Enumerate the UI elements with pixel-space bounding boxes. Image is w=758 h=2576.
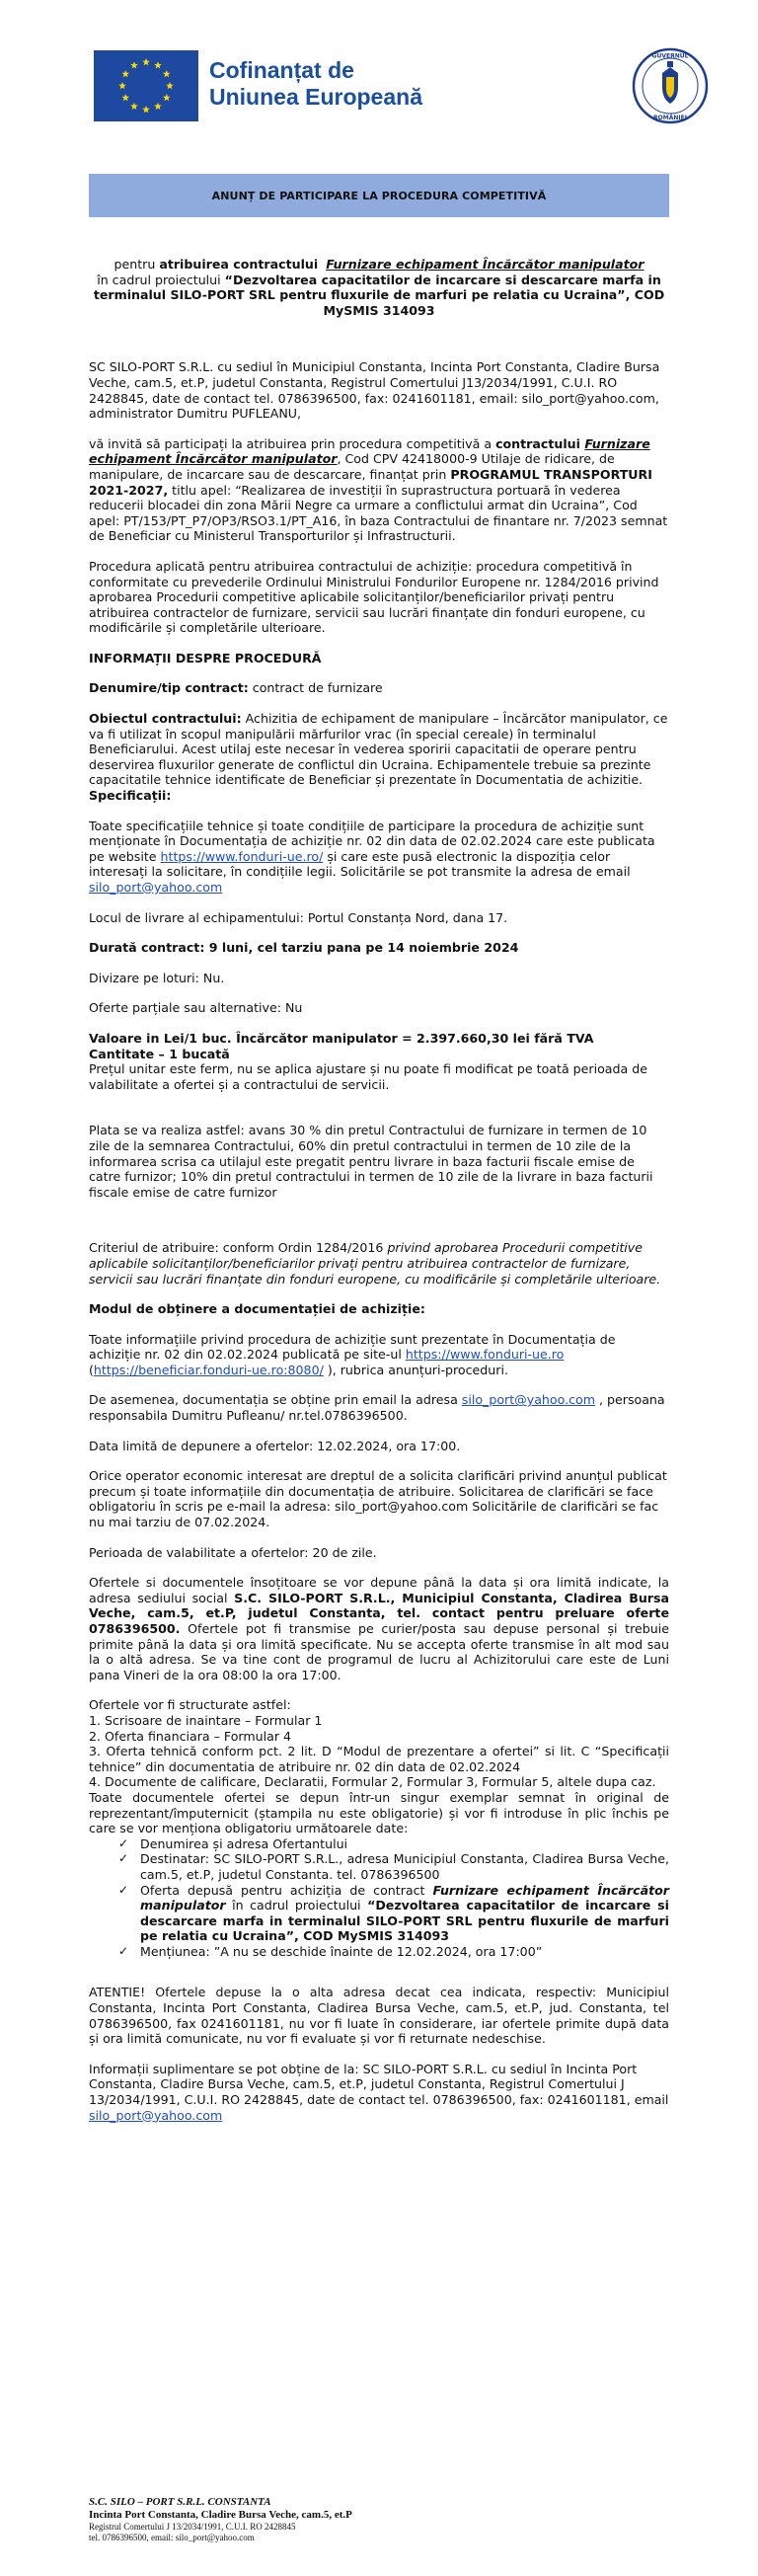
object-paragraph xyxy=(89,711,669,788)
checklist-item-2-text: Destinatar: SC SILO-PORT S.R.L., adresa Municipiul Constanta, Cladirea Bursa Veche, cam.5, et.P, judetul Constanta. tel. 0786396500 xyxy=(140,1851,669,1882)
checkmark-icon: ✓ xyxy=(118,1851,129,1866)
validity-paragraph: Perioada de valabilitate a ofertelor: 20 de zile. xyxy=(89,1544,377,1560)
extra-email-link[interactable]: silo_port@yahoo.com xyxy=(89,2107,223,2123)
checklist-item-3d: “Dezvoltarea capacitatilor de incarcare si descarcare marfa in terminalul SILO-PORT SRL pentru fluxurile de marfuri pe relatia cu Ucraina”, COD MySMIS 314093 xyxy=(140,1898,669,1944)
checklist-item-4-text: Mențiunea: ”A nu se deschide înainte de 12.02.2024, ora 17:00” xyxy=(140,1943,543,1959)
warning-paragraph: ATENTIE! Ofertele depuse la o alta adresa decat cea indicata, respectiv: Municipiul Constanta, Incinta Port Constanta, Cladirea Bursa Veche, cam.5, et.P, jud. Constanta, tel 0786396500, fax 0241601181, nu vor fi luate în considerare, iar ofertele primite după data și ora limită comunicate, nu vor fi evaluate și vor fi returnate nedeschise. xyxy=(89,1985,669,2047)
extra-info-paragraph xyxy=(89,2062,669,2123)
spec-label-text: Specificații: xyxy=(89,788,172,804)
email-contact-paragraph xyxy=(89,1392,669,1423)
docs-paragraph: Toate informațiile privind procedura de achiziție sunt prezentate în Documentația de achiziție nr. 02 din 02.02.2024 publicată pe site-ul https://www.fonduri-ue.ro (https://beneficiar.fonduri-ue.ro:8080/ ), rubrica anunțuri-proceduri. xyxy=(89,1331,616,1377)
criteria-b: privind aprobarea Procedurii competitive aplicabile solicitanților/beneficiarilor privați pentru atribuirea contractelor de furnizare, servicii sau lucrări finanțate din fonduri europene, cu modificările și completările ulterioare. xyxy=(89,1240,661,1287)
info-heading xyxy=(89,651,669,666)
value-line3: Prețul unitar este ferm, nu se aplica ajustare și nu poate fi modificat pe toată perioada de valabilitate a ofertei și a contractului de servicii. xyxy=(89,1061,647,1092)
procedure-paragraph: Procedura aplicată pentru atribuirea contractului de achiziție: procedura competitivă în conformitate cu prevederile Ordinului Ministrului Fondurilor Europene nr. 1284/2016 privind aprobarea Procedurii competitive aplicabile solicitanților/beneficiarilor privați pentru atribuirea contractelor de furnizare, servicii sau lucrări finanțate din fonduri europene, cu modificările și completările ulterioare. xyxy=(89,558,659,636)
government-of-romania-crest-icon xyxy=(632,47,709,124)
docs-b: ), rubrica anunțuri-proceduri. xyxy=(323,1362,508,1377)
docs-email-link[interactable]: silo_port@yahoo.com xyxy=(461,1392,596,1408)
structure-item-2: 2. Oferta financiara – Formular 4 xyxy=(89,1728,292,1744)
structure-item-1: 1. Scrisoare de inaintare – Formular 1 xyxy=(89,1712,323,1728)
checkmark-icon: ✓ xyxy=(118,1835,129,1850)
invitation-p3: titlu apel: “Realizarea de investiții în suprastructura portuară în vederea reducerii blocadei din zona Mării Negre ca urmare a conflictului armat din Ucraina”, Cod apel: PT/153/PT_P7/OP3/RSO3.1/PT_A16, în baza Contractului de finantare nr. 7/2023 semnat de Beneficiar cu Ministerul Transporturilor și Infrastructurii. xyxy=(89,482,668,544)
banner-title: ANUNȚ DE PARTICIPARE LA PROCEDURA COMPETITIVĂ xyxy=(211,189,547,202)
document-body xyxy=(89,257,669,2138)
checklist-item-4 xyxy=(118,1944,669,1960)
checklist-item-3c: în cadrul proiectului xyxy=(225,1898,368,1913)
spec-paragraph xyxy=(89,819,669,896)
email-contact-a: De asemenea, documentația se obține prin email la adresa xyxy=(89,1392,462,1408)
structure-envelope: Toate documentele ofertei se depun într-un singur exemplar semnat în original de reprezentant/împuternicit (ștampila nu este obligatorie) și vor fi introduse în plic închis pe care se vor menționa obligatoriu următoarele date: xyxy=(89,1789,669,1836)
lots-paragraph: Divizare pe loturi: Nu. xyxy=(89,970,225,985)
checklist-item-3 xyxy=(118,1883,669,1944)
docs-a: Toate informațiile privind procedura de achiziție sunt prezentate în Documentația de achiziție nr. 02 din 02.02.2024 publicată pe site-ul xyxy=(89,1331,616,1363)
duration-paragraph xyxy=(89,940,669,956)
structure-block xyxy=(89,1697,669,1835)
clarifications-paragraph: Orice operator economic interesat are dreptul de a solicita clarificări privind anunțul publicat precum și toate informațiile din documentația de atribuire. Solicitarea de clarificări se face obligatoriu în scris pe e-mail la adresa: silo_port@yahoo.com Solicitările de clarificări se fac nu mai tarziu de 07.02.2024. xyxy=(89,1468,667,1530)
structure-item-3: 3. Oferta tehnică conform pct. 2 lit. D “Modul de prezentare a ofertei” si lit. C “Specificații tehnice” din documentatia de atribuire nr. 02 din data de 02.02.2024 xyxy=(89,1744,669,1774)
structure-intro: Ofertele vor fi structurate astfel: xyxy=(89,1697,291,1713)
payment-paragraph: Plata se va realiza astfel: avans 30 % din pretul Contractului de furnizare in termen de 10 zile de la semnarea Contractului, 60% din pretul contractului in termen de 10 zile de la informarea scrisa ca utilajul este pregatit pentru livrare in baza facturii fiscale emise de catre furnizor; 10% din pretul contractului in termen de 10 zile de la livrare in baza facturii fiscale emise de catre furnizor xyxy=(89,1123,653,1200)
beneficiar-link[interactable]: https://beneficiar.fonduri-ue.ro:8080/ xyxy=(93,1362,324,1377)
extra-a: Informații suplimentare se pot obține de la: SC SILO-PORT S.R.L. cu sediul în Incinta Port Constanta, Cladire Bursa Veche, cam.5, et.P, judetul Constanta, Registrul Comertului J 13/2034/1991, C.U.I. RO 2428845, date de contact tel. 0786396500, fax: 0241601181, email xyxy=(89,2061,669,2108)
value-line1: Valoare in Lei/1 buc. Încărcător manipulator = 2.397.660,30 lei fără TVA xyxy=(89,1030,594,1046)
eu-line-2: Uniunea Europeană xyxy=(209,84,422,110)
object-label: Obiectul contractului: xyxy=(89,711,242,727)
docs-heading-text: Modul de obținere a documentației de achiziție: xyxy=(89,1301,425,1317)
submission-a: Ofertele si documentele însoțitoare se vor depune până la data și ora limită indicate, la adresa sediului social xyxy=(89,1575,669,1605)
footer xyxy=(89,2496,681,2543)
value-paragraph xyxy=(89,1031,669,1092)
submission-address: S.C. SILO-PORT S.R.L., Municipiul Constanta, Cladirea Bursa Veche, cam.5, et.P, judetul Constanta, tel. contact pentru preluare oferte 0786396500. xyxy=(89,1590,669,1636)
fonduri-link[interactable]: https://www.fonduri-ue.ro/ xyxy=(160,848,324,864)
eu-cofinanced-text xyxy=(209,57,422,111)
footer-contact: tel. 0786396500, email: silo_port@yahoo.com xyxy=(89,2533,255,2542)
checklist-item-1 xyxy=(118,1836,669,1852)
deadline-paragraph: Data limită de depunere a ofertelor: 12.02.2024, ora 17:00. xyxy=(89,1438,461,1453)
spec-label xyxy=(89,788,669,804)
intro-atribuire: atribuirea contractului xyxy=(159,257,319,272)
fonduri-site-link[interactable]: https://www.fonduri-ue.ro xyxy=(405,1347,565,1363)
criteria-a: Criteriul de atribuire: conform Ordin 1284/2016 xyxy=(89,1240,388,1256)
email-contact-b: , persoana responsabila Dumitru Pufleanu/ nr.tel.0786396500. xyxy=(89,1392,665,1424)
checklist-item-2 xyxy=(118,1851,669,1882)
duration-text: Durată contract: 9 luni, cel tarziu pana pe 14 noiembrie 2024 xyxy=(89,940,519,956)
invitation-p1: vă invită să participați la atribuirea prin procedura competitivă a xyxy=(89,435,496,451)
gov-crest-top-text: GUVERNUL xyxy=(651,52,689,60)
footer-registry: Registrul Comertului J 13/2034/1991, C.U.I. RO 2428845 xyxy=(89,2522,296,2532)
invitation-p1b: contractului xyxy=(495,435,585,451)
spec-b: și care este pusă electronic la dispoziția celor interesați la solicitare, în condițiile legii. Solicitările se pot transmite la adresa de email xyxy=(89,848,631,880)
checklist-item-3a: Oferta depusă pentru achiziția de contract xyxy=(140,1882,433,1898)
checkmark-icon: ✓ xyxy=(118,1943,129,1958)
company-paragraph: SC SILO-PORT S.R.L. cu sediul în Municipiul Constanta, Incinta Port Constanta, Cladire Bursa Veche, cam.5, et.P, judetul Constanta, Registrul Comertului J13/2034/1991, C.U.I. RO 2428845, date de contact tel. 0786396500, fax: 0241601181, email: silo_port@yahoo.com, administrator Dumitru PUFLEANU, xyxy=(89,359,660,422)
announcement-banner xyxy=(89,174,669,217)
contract-type xyxy=(89,680,669,696)
structure-item-4: 4. Documente de calificare, Declaratii, Formular 2, Formular 3, Formular 5, altele dupa caz. xyxy=(89,1774,656,1790)
checklist-item-3b: Furnizare echipament Încărcător manipulator xyxy=(140,1882,669,1913)
checkmark-icon: ✓ xyxy=(118,1882,129,1897)
invitation-p2: , Cod CPV 42418000-9 Utilaje de ridicare, de manipulare, de incarcare sau de descarcare, finanțat prin xyxy=(89,451,615,482)
intro-line2: în cadrul proiectului xyxy=(97,272,225,287)
footer-company: S.C. SILO – PORT S.R.L. CONSTANTA xyxy=(89,2496,271,2508)
footer-address: Incinta Port Constanta, Cladire Bursa Veche, cam.5, et.P xyxy=(89,2509,352,2521)
invitation-program: PROGRAMUL TRANSPORTURI 2021-2027, xyxy=(89,466,652,498)
submission-paragraph xyxy=(89,1575,669,1682)
invitation-paragraph xyxy=(89,436,669,544)
checklist-item-1-text: Denumirea și adresa Ofertantului xyxy=(140,1835,348,1851)
intro-pre: pentru xyxy=(114,257,160,272)
contract-type-label: Denumire/tip contract: xyxy=(89,680,249,696)
docs-heading xyxy=(89,1301,669,1317)
object-value: Achizitia de echipament de manipulare – Încărcător manipulator, ce va fi utilizat în scopul manipulării mărfurilor vrac (în special cereale) în terminalul Beneficiarului. Acest utilaj este necesar în vederea sporirii capacitatii de operare pentru deservirea fluxurilor generate de conflictul din Ucraina. Echipamentele trebuie sa prezinte capacitatile tehnice identificate de Beneficiar și prezentate în Documentatia de achizitie. xyxy=(89,711,668,788)
header-logos xyxy=(94,47,689,126)
contract-type-value: contract de furnizare xyxy=(248,680,383,696)
intro-block xyxy=(89,257,669,318)
eu-flag-icon xyxy=(94,50,198,121)
spec-a: Toate specificațiile tehnice și toate condițiile de participare la procedura de achiziție sunt menționate în Documentația de achiziție nr. 02 din data de 02.02.2024 care este publicata pe website xyxy=(89,818,655,864)
envelope-checklist xyxy=(118,1836,669,1960)
delivery-paragraph: Locul de livrare al echipamentului: Portul Constanța Nord, dana 17. xyxy=(89,909,508,925)
intro-project: “Dezvoltarea capacitatilor de incarcare si descarcare marfa in terminalul SILO-PORT SRL pentru fluxurile de marfuri pe relatia cu Ucraina” xyxy=(93,272,661,303)
alt-offers-paragraph: Oferte parțiale sau alternative: Nu xyxy=(89,1000,303,1016)
intro-smis: , COD MySMIS 314093 xyxy=(323,287,665,318)
spec-email-link[interactable]: silo_port@yahoo.com xyxy=(89,880,223,895)
invitation-contract-name: Furnizare echipament Încărcător manipulator xyxy=(89,435,650,467)
eu-line-1: Cofinanțat de xyxy=(209,57,354,83)
submission-c: Ofertele pot fi transmise pe curier/posta sau depuse personal și trebuie primite până la data și ora limită specificate. Nu se accepta oferte transmise în alt mod sau la o altă adresa. Se va tine cont de programul de lucru al Achizitorului care este de Luni pana Vineri de la ora 08:00 la ora 17:00. xyxy=(89,1621,669,1682)
info-heading-text: INFORMAȚII DESPRE PROCEDURĂ xyxy=(89,650,322,665)
intro-contract-name: Furnizare echipament Încărcător manipulator xyxy=(326,257,644,272)
criteria-paragraph xyxy=(89,1240,669,1287)
gov-crest-bottom-text: ROMÂNIEI xyxy=(653,115,687,121)
value-line2: Cantitate – 1 bucată xyxy=(89,1046,230,1061)
